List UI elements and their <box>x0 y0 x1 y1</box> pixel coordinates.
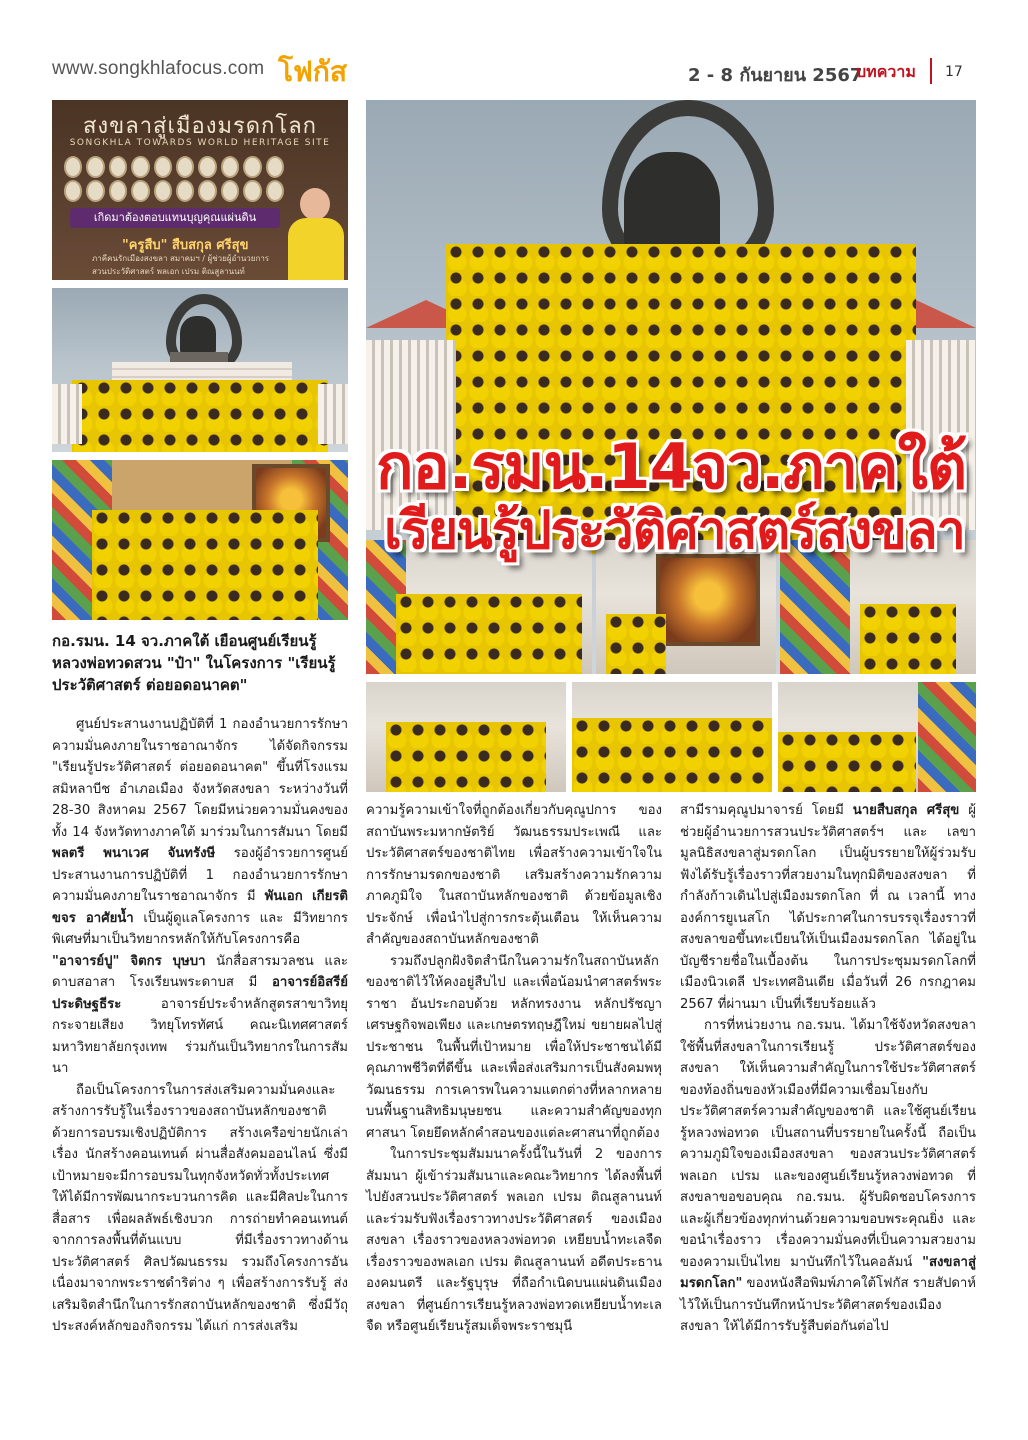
paragraph: ในการประชุมสัมมนาครั้งนี้ในวันที่ 2 ของการสัมมนา ผู้เข้าร่วมสัมนาและคณะวิทยากร ได้ลงพื้นที่ไปยังสวนประวัติศาสตร์ พลเอก เปรม ติณสูลานนท์ และร่วมรับฟังเรื่องราวทางประวัติศาสตร์ ของเมืองสงขลา เรื่องราวของหลวงพ่อทวด เหยียบน้ำทะเลจืด เรื่องราวของพลเอก เปรม ติณสูลานนท์ อดีตประธานองคมนตรี และรัฐบุรุษ ที่ถือกำเนิดบนแผ่นดินเมืองสงขลา ที่ศูนย์การเรียนรู้หลวงพ่อทวดเหยียบน้ำทะเลจืด หรือศูนย์เรียนรู้สมเด็จพระราชมุนี <box>366 1147 662 1334</box>
headline-line-2: เรียนรู้ประวัติศาสตร์สงขลา <box>384 501 965 561</box>
paragraph: สามีรามคุณูปมาจารย์ โดยมี นายสืบสกุล ศรีสุข ผู้ช่วยผู้อำนวยการสวนประวัติศาสตร์ฯ และ เลขามูลนิธิสงขลาสู่มรดกโลก เป็นผู้บรรยายให้ผู้ร่วมรับฟังได้รับรู้เรื่องราวที่สวยงามในทุกมิติของสงขลา ที่กำลังก้าวเดินไปสู่เมืองมรดกโลก ที่ ณ เวลานี้ ทางองค์การยูเนสโก ได้ประกาศในการบรรจุเรื่องราวที่สงขลาขอขึ้นทะเบียนให้เป็นเมืองมรดกโลก ได้อยู่ในบัญชีรายชื่อในเบื้องต้น ในการประชุมมรดกโลกที่เมืองนิวเดลี ประเทศอินเดีย เมื่อวันที่ 26 กรกฎาคม 2567 ที่ผ่านมา เป็นที่เรียบร้อยแล้ว <box>680 803 977 1012</box>
paragraph: การที่หน่วยงาน กอ.รมน. ได้มาใช้จังหวัดสงขลาใช้พื้นที่สงขลาในการเรียนรู้ ประวัติศาสตร์ของสงขลา ให้เห็นความสำคัญในการใช้ประวัติศาสตร์ของท้องถิ่นของหัวเมืองที่มีความเชื่อมโยงกับประวัติศาสตร์ความสำคัญของชาติ และใช้ศูนย์เรียนรู้หลวงพ่อทวด เป็นสถานที่บรรยายในครั้งนี้ ถือเป็นความภูมิใจของเมืองสงขลา ของสวนประวัติศาสตร์ พลเอก เปรม และของศูนย์เรียนรู้หลวงพ่อทวด ที่สงขลาขอขอบคุณ กอ.รมน. ผู้รับผิดชอบโครงการ และผู้เกี่ยวข้องทุกท่านด้วยความขอบพระคุณยิ่ง และขอนำเรื่องราว เรื่องความมั่นคงที่เป็นความสวยงามของความเป็นไทย มาบันทึกไว้ในคอลัมน์ "สงขลาสู่มรดกโลก" ของหนังสือพิมพ์ภาคใต้โฟกัส รายสัปดาห์ ไว้ให้เป็นการบันทึกหน้าประวัติศาสตร์ของเมืองสงขลา ให้ได้มีการรับรู้สืบต่อกันต่อไป <box>680 1018 976 1334</box>
sign-photo <box>52 100 348 280</box>
speaker-name: "ครูสืบ" สืบสกุล ศรีสุข <box>122 238 249 253</box>
article-column-3 <box>680 800 976 1338</box>
name-highlight: อาจารย์อิสรีย์ ประดิษฐธีระ <box>52 975 348 1012</box>
name-highlight: พันเอก เกียรติขจร อาศัยน้ำ <box>52 889 348 926</box>
name-highlight: พลตรี พนาเวศ จันทรังษี <box>52 846 216 861</box>
issue-date: 2 - 8 กันยายน 2567 <box>688 65 863 86</box>
article-column-1 <box>52 714 348 1338</box>
seminar-photo-2 <box>572 682 772 792</box>
paragraph: รวมถึงปลูกฝังจิตสำนึกในความรักในสถาบันหลักของชาติไว้ให้คงอยู่สืบไป และเพื่อน้อมนำศาสตร์พระราชา อันประกอบด้วย หลักทรงงาน หลักปรัชญาเศรษฐกิจพอเพียง และเกษตรทฤษฎีใหม่ ขยายผลไปสู่ประชาชน ในพื้นที่เป้าหมาย เพื่อให้ประชาชนได้มีคุณภาพชีวิตที่ดีขึ้น และเพื่อส่งเสริมการเป็นสังคมพหุวัฒนธรรม การเคารพในความแตกต่างที่หลากหลาย บนพื้นฐานสิทธิมนุษยชน และความสำคัญของทุกศาสนา โดยยึดหลักคำสอนของแต่ละศาสนาที่ถูกต้อง <box>366 953 662 1141</box>
name-highlight: "อาจารย์ปู" จิตกร บุษบา <box>52 953 206 969</box>
header-divider <box>930 58 932 84</box>
column-name-highlight: "สงขลาสู่มรดกโลก" <box>680 1254 976 1291</box>
logo-row <box>64 156 284 178</box>
headline-line-1: กอ.รมน.14จว.ภาคใต้ <box>376 430 967 503</box>
speaker-role: ภาคีคนรักเมืองสงขลา สมาคมฯ / ผู้ช่วยผู้อำนวยการสวนประวัติศาสตร์ พลเอก เปรม ติณสูลานนท์ <box>92 254 270 276</box>
seminar-photo-3 <box>778 682 976 792</box>
paragraph: ถือเป็นโครงการในการส่งเสริมความมั่นคงและสร้างการรับรู้ในเรื่องราวของสถาบันหลักของชาติ ด้วยการอบรมเชิงปฏิบัติการ สร้างเครือข่ายนักเล่าเรื่อง นักสร้างคอนเทนต์ ผ่านสื่อสังคมออนไลน์ ซึ่งมีเป้าหมายจะมีการอบรมในทุกจังหวัดทั่วทั้งประเทศ ให้ได้มีการพัฒนากระบวนการคิด และมีศิลปะในการสื่อสาร เพื่อผลลัพธ์เชิงบวก การถ่ายทำคอนเทนต์ จากการลงพื้นที่ต้นแบบ ที่มีเรื่องราวทางด้านประวัติศาสตร์ ศิลปวัฒนธรรม รวมถึงโครงการอันเนื่องมาจากพระราชดำริต่าง ๆ เพื่อสร้างการรับรู้ ส่งเสริมจิตสำนึกในการรักสถาบันหลักของชาติ ซึ่งมีวัถุประสงค์หลักของกิจกรรม ได้แก่ การส่งเสริม <box>52 1082 348 1334</box>
group-photo-mural <box>52 460 348 620</box>
sign-title: สงขลาสู่เมืองมรดกโลก <box>83 114 317 139</box>
brand-logo: โฟกัส <box>278 55 347 88</box>
sign-subtitle: SONGKHLA TOWARDS WORLD HERITAGE SITE <box>69 138 331 148</box>
website-url[interactable]: www.songkhlafocus.com <box>52 58 265 79</box>
page-header <box>0 0 1028 92</box>
photo-caption: กอ.รมน. 14 จว.ภาคใต้ เยือนศูนย์เรียนรู้หลวงพ่อทวดสวน "ป๋า" ในโครงการ "เรียนรู้ประวัติศาสตร์ ต่อยอดอนาคต" <box>52 632 336 694</box>
paragraph: ความรู้ความเข้าใจที่ถูกต้องเกี่ยวกับคุณูปการ ของสถาบันพระมหากษัตริย์ วัฒนธรรมประเพณี และประวัติศาสตร์ของชาติไทย เพื่อสร้างความเข้าใจในการรักษามรดกของชาติ เสริมสร้างความรักความภาคภูมิใจ ในสถาบันหลักของชาติ ด้วยข้อมูลเชิงประจักษ์ เพื่อนำไปสู่การกระตุ้นเตือน ให้เห็นความสำคัญของสถาบันหลักของชาติ <box>366 803 662 947</box>
main-group-photo <box>366 100 976 674</box>
speaker-figure <box>288 188 344 280</box>
seminar-photo-1 <box>366 682 566 792</box>
name-highlight: นายสืบสกุล ศรีสุข <box>852 803 960 818</box>
page-number: 17 <box>945 64 963 80</box>
paragraph: ศูนย์ประสานงานปฏิบัติที่ 1 กองอำนวยการรักษาความมั่นคงภายในราชอาณาจักร ได้จัดกิจกรรม "เรียนรู้ประวัติศาสตร์ ต่อยอดอนาคต" ขึ้นที่โรงแรมสมิหลาบีช อำเภอเมือง จังหวัดสงขลา ระหว่างวันที่ 28-30 สิงหาคม 2567 โดยมีหน่วยความมั่นคงของทั้ง 14 จังหวัดทางภาคใต้ มาร่วมในการสัมนา โดยมี พลตรี พนาเวศ จันทรังษี รองผู้อำรวยการศูนย์ประสานงานการปฏิบัติที่ 1 กองอำนวยการรักษาความมั่นคงภายในราชอาณาจักร มี พันเอก เกียรติขจร อาศัยน้ำ เป็นผู้ดูแลโครงการ และ มีวิทยากรพิเศษที่มาเป็นวิทยากรหลักให้กับโครงการคือ "อาจารย์ปู" จิตกร บุษบา นักสื่อสารมวลชน และดาบสอาสา โรงเรียนพระดาบส มี อาจารย์อิสรีย์ ประดิษฐธีระ อาจารย์ประจำหลักสูตรสาขาวิทยุกระจายเสียง วิทยุโทรทัศน์ คณะนิเทศศาสตร์ มหาวิทยาลัยกรุงเทพ ร่วมกันเป็นวิทยากรในการสัมนา <box>52 717 348 1076</box>
logo-row <box>64 180 284 202</box>
article-column-2 <box>366 800 662 1338</box>
section-label: บทความ <box>856 62 916 81</box>
sign-banner: เกิดมาต้องตอบแทนบุญคุณแผ่นดิน <box>70 208 280 228</box>
group-photo-statue-small <box>52 288 348 452</box>
